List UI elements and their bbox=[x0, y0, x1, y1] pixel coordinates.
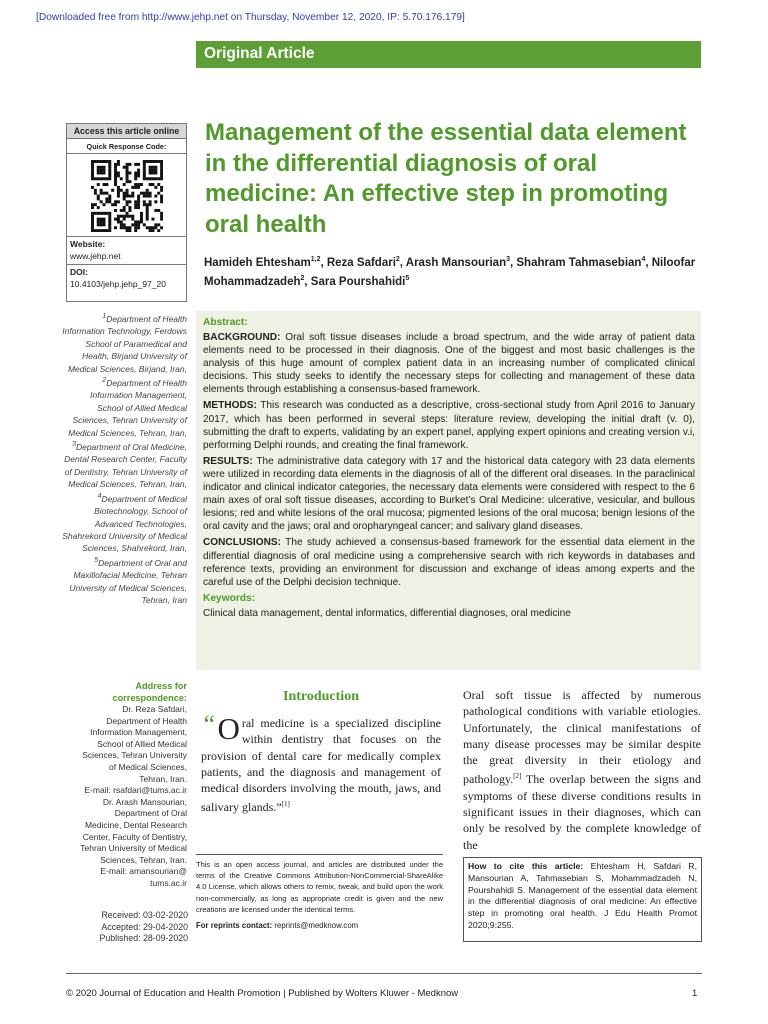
abstract-section-label: METHODS: bbox=[203, 400, 257, 412]
access-article-box bbox=[66, 123, 187, 302]
abstract-section bbox=[203, 331, 695, 396]
author-list bbox=[204, 252, 700, 291]
author-affiliation-mark: 1,2 bbox=[310, 256, 321, 263]
affiliation-text: Department of Medical Biotechnology, School of Advanced Technologies, Shahrekord University of Medical Sciences, Shahrekord, Iran, bbox=[62, 493, 187, 554]
affiliation-text: Department of Health Information Technology, Ferdows School of Paramedical and Health, Birjand University of Medical Sciences, Birjand, Iran, bbox=[62, 313, 187, 374]
author-affiliation-mark: 2 bbox=[300, 275, 305, 283]
correspondence-line: School of Allied Medical bbox=[97, 738, 187, 749]
article-title: Management of the essential data element in the differential diagnosis of oral medicine: An effective step in promoting oral health bbox=[205, 119, 687, 238]
website-link[interactable]: www.jehp.net bbox=[70, 250, 121, 261]
reprints-line bbox=[196, 920, 443, 931]
correspondence-line: Tehran University of Medical bbox=[80, 843, 187, 854]
author-name: Reza Safdari bbox=[326, 256, 396, 269]
footer-divider bbox=[66, 973, 702, 974]
reference-link[interactable]: [1] bbox=[281, 800, 290, 809]
article-type-banner: Original Article bbox=[196, 41, 701, 68]
citation-box bbox=[463, 857, 702, 942]
author-affiliation-mark: 4 bbox=[641, 256, 646, 263]
date-line: Accepted: 29-04-2020 bbox=[101, 921, 188, 932]
author-separator: , bbox=[510, 256, 517, 269]
correspondence-line: of Medical Sciences, bbox=[109, 761, 187, 772]
doi-label: DOI: bbox=[70, 267, 88, 277]
abstract-section-label: CONCLUSIONS: bbox=[203, 537, 281, 549]
correspondence-line: Sciences, Tehran, Iran. bbox=[100, 854, 187, 865]
page-number: 1 bbox=[692, 988, 698, 999]
correspondence-lines bbox=[62, 704, 187, 890]
correspondence-title: Address for correspondence: bbox=[112, 681, 187, 703]
author-separator: , bbox=[399, 256, 406, 269]
author-affiliation-mark: 2 bbox=[395, 256, 400, 263]
abstract-section bbox=[203, 536, 695, 588]
correspondence-line: Dr. Reza Safdari, bbox=[122, 704, 187, 714]
affiliations bbox=[62, 311, 187, 607]
cite-label: How to cite this article: bbox=[468, 861, 584, 871]
abstract-section-label: BACKGROUND: bbox=[203, 332, 281, 343]
introduction-heading: Introduction bbox=[283, 689, 359, 704]
abstract-section-text: Oral soft tissue diseases include a broad spectrum, and the wide array of patient data elements need to be processed in their diagnosis. One of the biggest and most basic challenges is the analysis of this huge amount of complex patient data in an increasing number of complicated clinical decisions. This study seeks to identify the necessary steps for collecting and management of these data elements through establishing a consensus-based framework. bbox=[203, 332, 695, 396]
affiliation-mark: 1 bbox=[102, 313, 107, 320]
abstract-section-text: The study achieved a consensus-based framework for the essential data element in the differential diagnosis of oral medicine using a comprehensive search with rich keywords in databases and reference texts, providing an environment for discussion and exchange of ideas among experts and the careful use of the Delphi decision technique. bbox=[203, 537, 695, 588]
doi-row bbox=[67, 264, 186, 292]
correspondence-line: Sciences, Tehran University bbox=[82, 750, 187, 761]
abstract-section bbox=[203, 399, 695, 451]
author-name: Niloofar Mohammadzadeh bbox=[204, 256, 696, 289]
footer-copyright: © 2020 Journal of Education and Health Promotion | Published by Wolters Kluwer - Medknow bbox=[66, 988, 459, 999]
affiliation-text: Department of Oral Medicine, Dental Research Center, Faculty of Dentistry, Tehran University of Medical Sciences, Tehran, Iran, bbox=[64, 442, 187, 490]
affiliation-text: Department of Oral and Maxillofacial Medicine, Tehran University of Medical Sciences, Tehran, Iran bbox=[69, 557, 187, 606]
download-notice: [Downloaded free from http://www.jehp.net on Thursday, November 12, 2020, IP: 5.70.176.179] bbox=[36, 12, 465, 23]
introduction-body bbox=[463, 687, 701, 853]
abstract-section-label: RESULTS: bbox=[203, 455, 253, 467]
author-name: Arash Mansourian bbox=[405, 256, 507, 269]
abstract-sections bbox=[203, 331, 695, 589]
reference-link[interactable]: [2] bbox=[513, 772, 522, 781]
quote-mark-icon: “ bbox=[201, 710, 216, 739]
author-separator: , bbox=[645, 256, 652, 269]
affiliation-text: Department of Health Information Management, School of Allied Medical Sciences, Tehran University of Medical Sciences, Tehran, Iran, bbox=[68, 377, 187, 438]
keywords-text: Clinical data management, dental informatics, differential diagnoses, oral medicine bbox=[203, 607, 571, 619]
affiliation-mark: 4 bbox=[97, 492, 102, 500]
open-access-notice bbox=[196, 854, 443, 931]
affiliation-mark: 5 bbox=[94, 556, 99, 564]
abstract-section bbox=[203, 455, 695, 534]
intro-right-text-1: Oral soft tissue is affected by numerous pathological conditions with variable etiologies. Unfortunately, the clinical manifestations of many disease processes may be similar despite the great diversity in their etiology and pathology. bbox=[463, 688, 701, 787]
open-access-text: This is an open access journal, and articles are distributed under the terms of the Creative Commons Attribution-NonCommercial-ShareAlike 4.0 License, which allows others to remix, tweak, and build upon the work non-commercially, as long as appropriate credit is given and the new creations are licensed under the identical terms. bbox=[196, 860, 443, 914]
qr-code-label: Quick Response Code: bbox=[67, 139, 186, 154]
affiliation-mark: 3 bbox=[72, 441, 76, 449]
abstract-box bbox=[196, 311, 701, 670]
intro-right-text-2: The overlap between the signs and symptoms of these diverse conditions results in significant issues in their diagnoses, which can only be resolved by the complete knowledge of the bbox=[463, 772, 701, 852]
website-label: Website: bbox=[70, 239, 106, 249]
publication-dates bbox=[62, 910, 188, 945]
reprints-email[interactable]: reprints@medknow.com bbox=[272, 921, 359, 931]
author-name: Shahram Tahmasebian bbox=[516, 256, 642, 269]
doi-value[interactable]: 10.4103/jehp.jehp_97_20 bbox=[70, 278, 166, 289]
qr-code-icon[interactable] bbox=[91, 160, 163, 232]
author-affiliation-mark: 3 bbox=[506, 256, 510, 263]
correspondence-line: Department of Health bbox=[106, 715, 187, 726]
introduction-quote bbox=[201, 710, 441, 816]
author-separator: , bbox=[304, 276, 311, 289]
cite-text: Ehtesham H, Safdari R, Mansourian A, Tahmasebian S, Mohammadzadeh N, Pourshahidi S. Management of the essential data element in the differential diagnosis of oral medicine: An effective step in promoting oral health. J Edu Health Promot 2020;9:255. bbox=[468, 861, 697, 930]
intro-left-text: ral medicine is a specialized discipline within dentistry that focuses on the provision of dental care for medically complex patients, and the diagnosis and management of medical disorders involving the mouth, jaws, and salivary glands.” bbox=[201, 716, 441, 815]
author-affiliation-mark: 5 bbox=[405, 275, 410, 283]
keywords-heading: Keywords: bbox=[203, 592, 256, 604]
website-row bbox=[67, 236, 186, 264]
drop-cap: O bbox=[217, 711, 240, 746]
abstract-section-text: The administrative data category with 17 and the historical data category with 23 data elements were utilized in recording data elements in the diagnosis of all of the different oral diseases. In the paraclinical indicator and clinical indicator categories, the necessary data elements were considered with respect to the 6 main axes of oral soft tissue diseases, according to Burket’s Oral Medicine: ulcerative, vesicular, and bullous lesions; red and white lesions of the oral mucosa; pigmented lesions of the oral mucosa; benign lesions of the oral cavity and the jaws; oral and oropharyngeal cancer; and salivary gland diseases. bbox=[203, 455, 695, 533]
author-name: Sara Pourshahidi bbox=[310, 276, 406, 289]
correspondence-line: Dr. Arash Mansourian, bbox=[102, 796, 187, 807]
abstract-heading: Abstract: bbox=[203, 317, 248, 328]
date-line: Received: 03-02-2020 bbox=[101, 910, 188, 920]
correspondence-block bbox=[62, 680, 187, 890]
correspondence-line: E-mail: amansourian@ bbox=[100, 866, 187, 877]
correspondence-line: Information Management, bbox=[90, 727, 187, 738]
correspondence-line: tums.ac.ir bbox=[150, 877, 187, 888]
correspondence-line: Department of Oral bbox=[114, 808, 187, 819]
date-line: Published: 28-09-2020 bbox=[99, 933, 188, 944]
correspondence-line: Medicine, Dental Research bbox=[84, 819, 187, 830]
affiliation-mark: 2 bbox=[102, 377, 107, 385]
access-box-header: Access this article online bbox=[67, 124, 186, 139]
abstract-section-text: This research was conducted as a descriptive, cross-sectional study from April 2016 to January 2017, which has been performed in several steps: literature review, developing the initial draft (v. 0), submitting the draft to experts, validating by an expert panel, applying expert opinions and creating version v.i, performing Delphi rounds, and creating the final framework. bbox=[203, 400, 695, 451]
reprints-label: For reprints contact: bbox=[196, 921, 273, 931]
correspondence-line: Tehran, Iran. bbox=[139, 773, 187, 784]
correspondence-line: E-mail: rsafdari@tums.ac.ir bbox=[84, 785, 187, 796]
author-separator: , bbox=[320, 256, 327, 269]
correspondence-line: Center, Faculty of Dentistry, bbox=[82, 831, 187, 842]
author-name: Hamideh Ehtesham bbox=[204, 256, 311, 269]
